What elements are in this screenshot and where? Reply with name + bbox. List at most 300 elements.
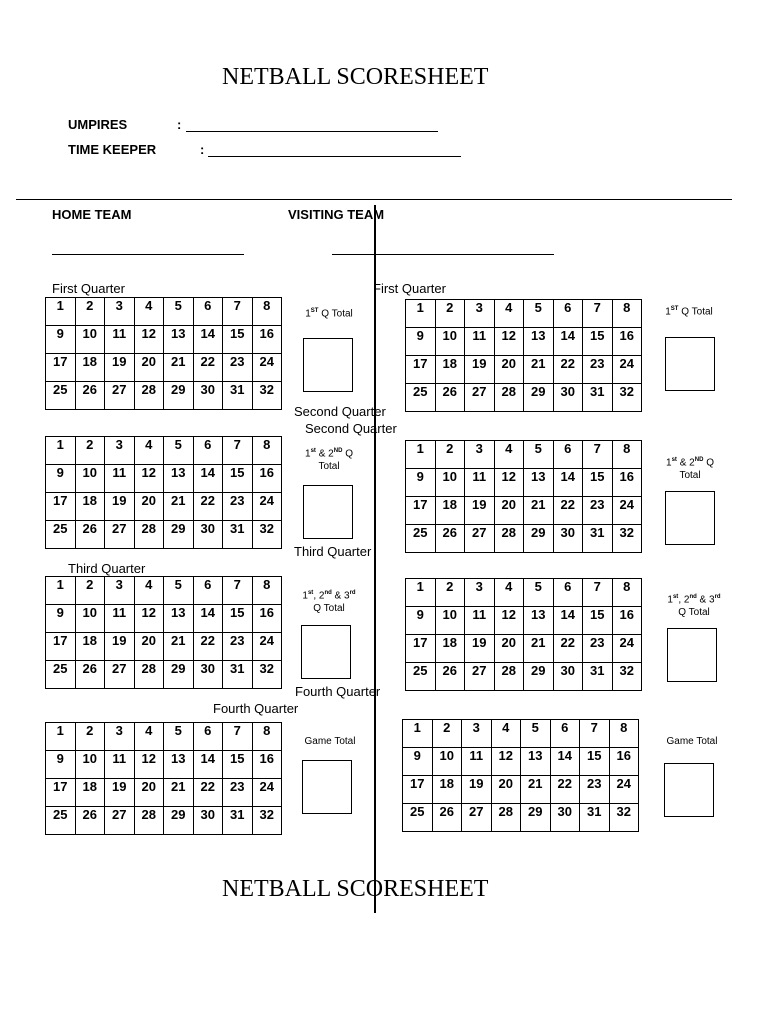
score-cell[interactable]: 5 (524, 579, 554, 607)
score-cell[interactable]: 2 (75, 577, 105, 605)
score-cell[interactable]: 11 (462, 748, 492, 776)
score-cell[interactable]: 26 (75, 807, 105, 835)
score-cell[interactable]: 32 (252, 382, 282, 410)
home-q1-score-grid[interactable] (45, 297, 282, 410)
score-cell[interactable]: 24 (612, 356, 642, 384)
visiting-q3-score-grid[interactable] (405, 578, 642, 691)
score-cell[interactable]: 6 (193, 437, 223, 465)
score-cell[interactable]: 27 (105, 807, 135, 835)
score-cell[interactable]: 21 (164, 354, 194, 382)
score-cell[interactable]: 5 (164, 437, 194, 465)
score-cell[interactable]: 21 (164, 779, 194, 807)
score-cell[interactable]: 8 (252, 723, 282, 751)
score-cell[interactable]: 14 (193, 605, 223, 633)
score-cell[interactable]: 30 (550, 804, 580, 832)
score-row (403, 804, 639, 832)
score-cell[interactable]: 25 (406, 663, 436, 691)
score-cell[interactable]: 10 (435, 469, 465, 497)
score-cell[interactable]: 7 (580, 720, 610, 748)
home-second-quarter-label: Second Quarter (294, 404, 386, 419)
score-cell[interactable]: 17 (46, 633, 76, 661)
score-cell[interactable]: 12 (491, 748, 521, 776)
score-cell[interactable]: 9 (406, 469, 436, 497)
score-cell[interactable]: 32 (612, 384, 642, 412)
visiting-q1-score-grid[interactable] (405, 299, 642, 412)
score-cell[interactable]: 8 (252, 577, 282, 605)
score-cell[interactable]: 31 (223, 382, 253, 410)
score-cell[interactable]: 19 (465, 356, 495, 384)
score-cell[interactable]: 7 (223, 577, 253, 605)
score-cell[interactable]: 9 (46, 326, 76, 354)
score-cell[interactable]: 14 (193, 326, 223, 354)
score-cell[interactable]: 2 (435, 579, 465, 607)
score-cell[interactable]: 14 (193, 751, 223, 779)
score-cell[interactable]: 27 (465, 525, 495, 553)
score-cell[interactable]: 19 (465, 635, 495, 663)
score-cell[interactable]: 28 (134, 382, 164, 410)
score-cell[interactable]: 20 (134, 633, 164, 661)
score-cell[interactable]: 7 (583, 441, 613, 469)
score-cell[interactable]: 21 (164, 493, 194, 521)
timekeeper-label: TIME KEEPER (68, 142, 157, 157)
score-cell[interactable]: 8 (252, 437, 282, 465)
score-cell[interactable]: 30 (553, 525, 583, 553)
score-cell[interactable]: 31 (583, 663, 613, 691)
score-cell[interactable]: 17 (403, 776, 433, 804)
score-cell[interactable]: 12 (134, 326, 164, 354)
score-cell[interactable]: 26 (435, 663, 465, 691)
score-cell[interactable]: 29 (164, 807, 194, 835)
score-cell[interactable]: 30 (193, 661, 223, 689)
score-cell[interactable]: 4 (134, 577, 164, 605)
score-cell[interactable]: 16 (609, 748, 639, 776)
score-cell[interactable]: 9 (46, 751, 76, 779)
score-cell[interactable]: 18 (435, 635, 465, 663)
score-cell[interactable]: 27 (465, 663, 495, 691)
score-cell[interactable]: 5 (164, 723, 194, 751)
score-cell[interactable]: 28 (491, 804, 521, 832)
score-cell[interactable]: 6 (553, 579, 583, 607)
score-cell[interactable]: 24 (612, 497, 642, 525)
score-cell[interactable]: 17 (406, 356, 436, 384)
score-cell[interactable]: 18 (75, 493, 105, 521)
score-cell[interactable]: 15 (583, 469, 613, 497)
score-cell[interactable]: 21 (164, 633, 194, 661)
score-cell[interactable]: 3 (465, 579, 495, 607)
score-cell[interactable]: 31 (583, 525, 613, 553)
score-cell[interactable]: 1 (403, 720, 433, 748)
score-cell[interactable]: 20 (494, 635, 524, 663)
score-row (406, 607, 642, 635)
score-cell[interactable]: 28 (494, 384, 524, 412)
score-cell[interactable]: 22 (553, 635, 583, 663)
score-cell[interactable]: 15 (223, 465, 253, 493)
score-cell[interactable]: 5 (164, 577, 194, 605)
score-cell[interactable]: 9 (46, 605, 76, 633)
home-team-name-field[interactable] (52, 254, 244, 255)
home-q2-total-label: 1st & 2ND Q Total (305, 448, 353, 473)
score-cell[interactable]: 26 (435, 525, 465, 553)
score-cell[interactable]: 15 (580, 748, 610, 776)
score-cell[interactable]: 12 (494, 469, 524, 497)
visiting-q4-score-grid[interactable] (402, 719, 639, 832)
score-cell[interactable]: 27 (105, 521, 135, 549)
score-cell[interactable]: 22 (193, 633, 223, 661)
score-cell[interactable]: 13 (524, 607, 554, 635)
visiting-q2-total-box[interactable] (665, 491, 715, 545)
score-cell[interactable]: 23 (583, 497, 613, 525)
score-row (406, 328, 642, 356)
score-cell[interactable]: 16 (252, 751, 282, 779)
score-cell[interactable]: 6 (193, 298, 223, 326)
score-cell[interactable]: 21 (524, 497, 554, 525)
score-cell[interactable]: 8 (609, 720, 639, 748)
score-cell[interactable]: 2 (432, 720, 462, 748)
score-cell[interactable]: 17 (406, 635, 436, 663)
score-cell[interactable]: 5 (524, 300, 554, 328)
score-cell[interactable]: 18 (75, 633, 105, 661)
score-cell[interactable]: 5 (524, 441, 554, 469)
score-cell[interactable]: 29 (521, 804, 551, 832)
score-cell[interactable]: 1 (406, 300, 436, 328)
score-cell[interactable]: 20 (494, 497, 524, 525)
score-cell[interactable]: 28 (134, 807, 164, 835)
score-row (406, 441, 642, 469)
score-cell[interactable]: 12 (134, 465, 164, 493)
visiting-q2-score-grid[interactable] (405, 440, 642, 553)
home-q3-total-box[interactable] (301, 625, 351, 679)
score-cell[interactable]: 22 (553, 497, 583, 525)
score-cell[interactable]: 24 (252, 779, 282, 807)
score-cell[interactable]: 32 (612, 663, 642, 691)
score-cell[interactable]: 2 (75, 298, 105, 326)
score-cell[interactable]: 19 (105, 493, 135, 521)
score-cell[interactable]: 10 (75, 326, 105, 354)
score-cell[interactable]: 6 (553, 441, 583, 469)
score-cell[interactable]: 31 (223, 521, 253, 549)
score-cell[interactable]: 15 (223, 605, 253, 633)
score-cell[interactable]: 23 (583, 356, 613, 384)
score-cell[interactable]: 30 (193, 807, 223, 835)
score-cell[interactable]: 4 (494, 441, 524, 469)
visiting-q1-total-box[interactable] (665, 337, 715, 391)
score-row (46, 605, 282, 633)
score-row (46, 298, 282, 326)
score-cell[interactable]: 17 (46, 779, 76, 807)
score-cell[interactable]: 4 (494, 579, 524, 607)
score-cell[interactable]: 6 (193, 723, 223, 751)
visiting-team-name-field[interactable] (332, 254, 554, 255)
score-cell[interactable]: 17 (46, 354, 76, 382)
score-cell[interactable]: 25 (46, 807, 76, 835)
home-q4-score-grid[interactable] (45, 722, 282, 835)
score-cell[interactable]: 18 (435, 356, 465, 384)
score-row (46, 723, 282, 751)
score-cell[interactable]: 21 (524, 635, 554, 663)
visiting-third-quarter-label: Third Quarter (294, 544, 372, 559)
score-cell[interactable]: 16 (612, 469, 642, 497)
score-cell[interactable]: 27 (105, 382, 135, 410)
score-cell[interactable]: 4 (134, 437, 164, 465)
visiting-q2-total-label: 1st & 2ND Q Total (666, 457, 714, 482)
score-cell[interactable]: 12 (134, 605, 164, 633)
score-cell[interactable]: 24 (612, 635, 642, 663)
score-row (406, 384, 642, 412)
score-cell[interactable]: 24 (609, 776, 639, 804)
score-cell[interactable]: 7 (583, 579, 613, 607)
score-cell[interactable]: 26 (75, 661, 105, 689)
score-cell[interactable]: 29 (164, 521, 194, 549)
score-row (403, 776, 639, 804)
score-cell[interactable]: 22 (193, 779, 223, 807)
score-cell[interactable]: 6 (553, 300, 583, 328)
score-cell[interactable]: 3 (105, 577, 135, 605)
score-cell[interactable]: 14 (550, 748, 580, 776)
score-cell[interactable]: 11 (105, 326, 135, 354)
score-row (406, 635, 642, 663)
score-cell[interactable]: 32 (252, 807, 282, 835)
score-cell[interactable]: 1 (46, 723, 76, 751)
score-cell[interactable]: 21 (524, 356, 554, 384)
score-cell[interactable]: 16 (612, 328, 642, 356)
score-cell[interactable]: 18 (432, 776, 462, 804)
score-cell[interactable]: 26 (435, 384, 465, 412)
score-cell[interactable]: 32 (252, 661, 282, 689)
visiting-q3-total-box[interactable] (667, 628, 717, 682)
score-cell[interactable]: 18 (75, 779, 105, 807)
score-cell[interactable]: 10 (435, 328, 465, 356)
score-cell[interactable]: 31 (223, 661, 253, 689)
timekeeper-field[interactable] (208, 156, 461, 157)
score-cell[interactable]: 15 (223, 326, 253, 354)
score-row (406, 356, 642, 384)
score-cell[interactable]: 28 (494, 525, 524, 553)
score-cell[interactable]: 32 (612, 525, 642, 553)
score-cell[interactable]: 13 (521, 748, 551, 776)
score-cell[interactable]: 27 (465, 384, 495, 412)
score-cell[interactable]: 14 (553, 469, 583, 497)
score-cell[interactable]: 2 (435, 300, 465, 328)
score-cell[interactable]: 1 (46, 298, 76, 326)
score-cell[interactable]: 1 (406, 441, 436, 469)
score-cell[interactable]: 20 (491, 776, 521, 804)
home-game-total-box[interactable] (302, 760, 352, 814)
score-cell[interactable]: 29 (524, 384, 554, 412)
home-q1-total-box[interactable] (303, 338, 353, 392)
score-cell[interactable]: 19 (105, 779, 135, 807)
score-cell[interactable]: 23 (223, 633, 253, 661)
score-cell[interactable]: 10 (432, 748, 462, 776)
home-q3-score-grid[interactable] (45, 576, 282, 689)
score-cell[interactable]: 14 (193, 465, 223, 493)
score-cell[interactable]: 29 (164, 661, 194, 689)
score-cell[interactable]: 32 (609, 804, 639, 832)
score-cell[interactable]: 14 (553, 607, 583, 635)
score-cell[interactable]: 3 (105, 298, 135, 326)
score-cell[interactable]: 11 (105, 465, 135, 493)
score-cell[interactable]: 23 (583, 635, 613, 663)
score-cell[interactable]: 7 (223, 437, 253, 465)
score-cell[interactable]: 7 (583, 300, 613, 328)
score-cell[interactable]: 16 (252, 605, 282, 633)
score-cell[interactable]: 26 (75, 521, 105, 549)
home-q3-total-label: 1st, 2nd & 3rd Q Total (302, 590, 356, 615)
score-cell[interactable]: 2 (75, 437, 105, 465)
score-cell[interactable]: 9 (406, 328, 436, 356)
score-cell[interactable]: 3 (465, 300, 495, 328)
score-cell[interactable]: 23 (580, 776, 610, 804)
score-cell[interactable]: 28 (134, 521, 164, 549)
score-cell[interactable]: 6 (550, 720, 580, 748)
score-cell[interactable]: 31 (583, 384, 613, 412)
score-cell[interactable]: 29 (524, 525, 554, 553)
score-cell[interactable]: 28 (494, 663, 524, 691)
score-cell[interactable]: 7 (223, 723, 253, 751)
score-cell[interactable]: 8 (612, 300, 642, 328)
score-cell[interactable]: 32 (252, 521, 282, 549)
visiting-team-label: VISITING TEAM (288, 207, 385, 222)
score-cell[interactable]: 1 (46, 577, 76, 605)
score-cell[interactable]: 19 (465, 497, 495, 525)
score-cell[interactable]: 5 (164, 298, 194, 326)
score-cell[interactable]: 11 (105, 751, 135, 779)
score-cell[interactable]: 27 (105, 661, 135, 689)
home-q2-total-box[interactable] (303, 485, 353, 539)
score-cell[interactable]: 18 (435, 497, 465, 525)
score-cell[interactable]: 16 (252, 465, 282, 493)
score-cell[interactable]: 25 (406, 384, 436, 412)
score-cell[interactable]: 29 (164, 382, 194, 410)
score-cell[interactable]: 31 (223, 807, 253, 835)
score-cell[interactable]: 19 (105, 633, 135, 661)
score-cell[interactable]: 20 (494, 356, 524, 384)
score-cell[interactable]: 12 (494, 328, 524, 356)
score-cell[interactable]: 3 (105, 723, 135, 751)
score-cell[interactable]: 23 (223, 779, 253, 807)
score-cell[interactable]: 30 (193, 521, 223, 549)
score-cell[interactable]: 16 (612, 607, 642, 635)
score-cell[interactable]: 17 (46, 493, 76, 521)
score-cell[interactable]: 3 (105, 437, 135, 465)
score-cell[interactable]: 4 (134, 298, 164, 326)
home-game-total-label: Game Total (304, 736, 356, 747)
score-cell[interactable]: 1 (406, 579, 436, 607)
score-cell[interactable]: 20 (134, 354, 164, 382)
score-cell[interactable]: 27 (462, 804, 492, 832)
score-cell[interactable]: 11 (465, 607, 495, 635)
score-cell[interactable]: 13 (524, 328, 554, 356)
visiting-q1-total-label: 1ST Q Total (665, 306, 713, 318)
score-cell[interactable]: 22 (193, 493, 223, 521)
score-cell[interactable]: 28 (134, 661, 164, 689)
score-cell[interactable]: 13 (164, 465, 194, 493)
score-cell[interactable]: 3 (465, 441, 495, 469)
score-cell[interactable]: 13 (164, 605, 194, 633)
score-cell[interactable]: 8 (612, 579, 642, 607)
score-cell[interactable]: 15 (583, 607, 613, 635)
visiting-game-total-box[interactable] (664, 763, 714, 817)
score-cell[interactable]: 4 (134, 723, 164, 751)
score-cell[interactable]: 7 (223, 298, 253, 326)
score-cell[interactable]: 6 (193, 577, 223, 605)
score-cell[interactable]: 30 (193, 382, 223, 410)
score-cell[interactable]: 8 (612, 441, 642, 469)
home-q2-score-grid[interactable] (45, 436, 282, 549)
score-cell[interactable]: 4 (494, 300, 524, 328)
score-cell[interactable]: 5 (521, 720, 551, 748)
score-cell[interactable]: 19 (105, 354, 135, 382)
score-cell[interactable]: 24 (252, 354, 282, 382)
score-cell[interactable]: 13 (164, 751, 194, 779)
score-cell[interactable]: 9 (406, 607, 436, 635)
score-cell[interactable]: 26 (432, 804, 462, 832)
score-cell[interactable]: 13 (524, 469, 554, 497)
score-cell[interactable]: 20 (134, 493, 164, 521)
score-row (403, 748, 639, 776)
score-cell[interactable]: 2 (75, 723, 105, 751)
score-cell[interactable]: 10 (435, 607, 465, 635)
score-cell[interactable]: 15 (583, 328, 613, 356)
score-cell[interactable]: 25 (403, 804, 433, 832)
score-cell[interactable]: 30 (553, 663, 583, 691)
umpires-field[interactable] (186, 131, 438, 132)
score-cell[interactable]: 15 (223, 751, 253, 779)
score-cell[interactable]: 9 (46, 465, 76, 493)
visiting-first-quarter-label: First Quarter (373, 281, 446, 296)
score-cell[interactable]: 9 (403, 748, 433, 776)
score-cell[interactable]: 19 (462, 776, 492, 804)
score-cell[interactable]: 4 (491, 720, 521, 748)
score-cell[interactable]: 18 (75, 354, 105, 382)
score-cell[interactable]: 10 (75, 605, 105, 633)
score-cell[interactable]: 20 (134, 779, 164, 807)
score-cell[interactable]: 24 (252, 493, 282, 521)
score-cell[interactable]: 24 (252, 633, 282, 661)
score-cell[interactable]: 14 (553, 328, 583, 356)
score-cell[interactable]: 21 (521, 776, 551, 804)
score-cell[interactable]: 11 (465, 328, 495, 356)
score-cell[interactable]: 10 (75, 465, 105, 493)
score-cell[interactable]: 2 (435, 441, 465, 469)
score-cell[interactable]: 22 (550, 776, 580, 804)
score-cell[interactable]: 25 (46, 382, 76, 410)
score-cell[interactable]: 25 (46, 521, 76, 549)
score-cell[interactable]: 8 (252, 298, 282, 326)
score-cell[interactable]: 22 (553, 356, 583, 384)
score-cell[interactable]: 12 (494, 607, 524, 635)
score-cell[interactable]: 30 (553, 384, 583, 412)
score-cell[interactable]: 23 (223, 493, 253, 521)
score-row (46, 465, 282, 493)
score-cell[interactable]: 1 (46, 437, 76, 465)
score-cell[interactable]: 11 (465, 469, 495, 497)
score-cell[interactable]: 22 (193, 354, 223, 382)
score-cell[interactable]: 26 (75, 382, 105, 410)
score-cell[interactable]: 25 (46, 661, 76, 689)
score-cell[interactable]: 29 (524, 663, 554, 691)
score-cell[interactable]: 11 (105, 605, 135, 633)
score-cell[interactable]: 10 (75, 751, 105, 779)
score-row (406, 300, 642, 328)
score-cell[interactable]: 17 (406, 497, 436, 525)
score-cell[interactable]: 12 (134, 751, 164, 779)
score-cell[interactable]: 3 (462, 720, 492, 748)
score-cell[interactable]: 13 (164, 326, 194, 354)
score-cell[interactable]: 25 (406, 525, 436, 553)
score-cell[interactable]: 31 (580, 804, 610, 832)
score-cell[interactable]: 16 (252, 326, 282, 354)
score-cell[interactable]: 23 (223, 354, 253, 382)
